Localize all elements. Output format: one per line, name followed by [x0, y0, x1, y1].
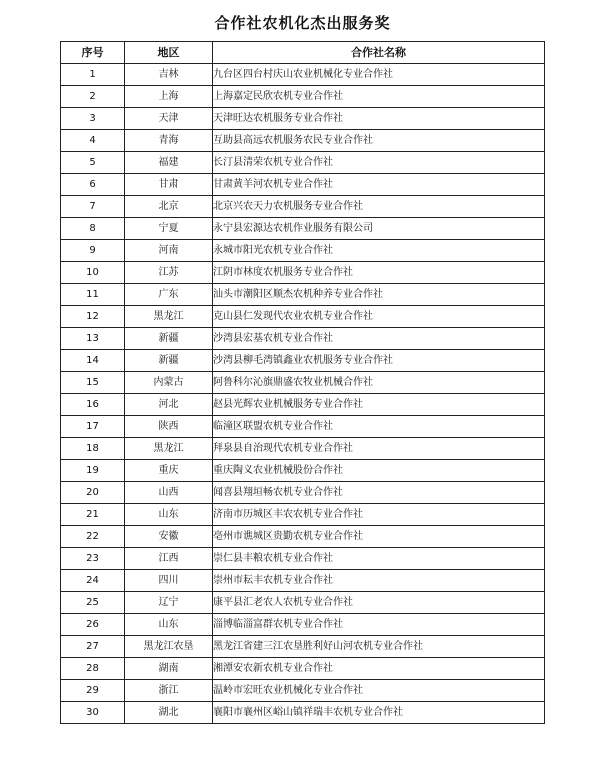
- table-row: [61, 130, 545, 152]
- cell-region: 河南: [125, 240, 213, 262]
- cell-number: 21: [61, 504, 125, 526]
- cell-number: 14: [61, 350, 125, 372]
- cell-region: 黑龙江农垦: [125, 636, 213, 658]
- header-name: 合作社名称: [213, 42, 545, 64]
- cell-number: 11: [61, 284, 125, 306]
- cell-cooperative-name: 甘肃黄羊河农机专业合作社: [213, 174, 545, 196]
- table-row: [61, 438, 545, 460]
- cell-cooperative-name: 拜泉县自治现代农机专业合作社: [213, 438, 545, 460]
- cell-number: 9: [61, 240, 125, 262]
- cell-number: 26: [61, 614, 125, 636]
- cell-cooperative-name: 永宁县宏源达农机作业服务有限公司: [213, 218, 545, 240]
- cell-cooperative-name: 闻喜县翔垣畅农机专业合作社: [213, 482, 545, 504]
- cell-cooperative-name: 九台区四台村庆山农业机械化专业合作社: [213, 64, 545, 86]
- cell-cooperative-name: 湘潭安农新农机专业合作社: [213, 658, 545, 680]
- table-row: [61, 504, 545, 526]
- table-row: [61, 394, 545, 416]
- cell-region: 湖北: [125, 702, 213, 724]
- cell-number: 2: [61, 86, 125, 108]
- cell-number: 29: [61, 680, 125, 702]
- cell-cooperative-name: 崇州市耘丰农机专业合作社: [213, 570, 545, 592]
- table-row: [61, 240, 545, 262]
- cell-region: 安徽: [125, 526, 213, 548]
- cell-region: 新疆: [125, 328, 213, 350]
- table-row: [61, 680, 545, 702]
- cell-region: 黑龙江: [125, 306, 213, 328]
- table-row: [61, 218, 545, 240]
- cell-region: 湖南: [125, 658, 213, 680]
- cell-number: 5: [61, 152, 125, 174]
- cell-region: 天津: [125, 108, 213, 130]
- cell-region: 江西: [125, 548, 213, 570]
- cell-region: 重庆: [125, 460, 213, 482]
- cell-cooperative-name: 江阴市林度农机服务专业合作社: [213, 262, 545, 284]
- cell-region: 吉林: [125, 64, 213, 86]
- header-region: 地区: [125, 42, 213, 64]
- cell-cooperative-name: 黑龙江省建三江农垦胜利好山河农机专业合作社: [213, 636, 545, 658]
- table-body: [61, 64, 545, 724]
- table-row: [61, 328, 545, 350]
- header-number: 序号: [61, 42, 125, 64]
- table-row: [61, 636, 545, 658]
- table-row: [61, 284, 545, 306]
- table-row: [61, 460, 545, 482]
- cell-cooperative-name: 温岭市宏旺农业机械化专业合作社: [213, 680, 545, 702]
- cell-number: 7: [61, 196, 125, 218]
- table-row: [61, 174, 545, 196]
- cell-number: 28: [61, 658, 125, 680]
- cell-number: 19: [61, 460, 125, 482]
- cell-cooperative-name: 济南市历城区丰农农机专业合作社: [213, 504, 545, 526]
- cell-cooperative-name: 上海嘉定民欣农机专业合作社: [213, 86, 545, 108]
- cell-cooperative-name: 赵县光辉农业机械服务专业合作社: [213, 394, 545, 416]
- cell-cooperative-name: 互助县高远农机服务农民专业合作社: [213, 130, 545, 152]
- cell-number: 8: [61, 218, 125, 240]
- cell-region: 上海: [125, 86, 213, 108]
- cell-number: 27: [61, 636, 125, 658]
- cell-cooperative-name: 临潼区联盟农机专业合作社: [213, 416, 545, 438]
- awards-table: [60, 41, 545, 724]
- table-row: [61, 306, 545, 328]
- table-row: [61, 108, 545, 130]
- cell-number: 17: [61, 416, 125, 438]
- table-row: [61, 416, 545, 438]
- cell-region: 宁夏: [125, 218, 213, 240]
- cell-cooperative-name: 襄阳市襄州区峪山镇祥瑞丰农机专业合作社: [213, 702, 545, 724]
- table-row: [61, 482, 545, 504]
- table-row: [61, 196, 545, 218]
- cell-cooperative-name: 阿鲁科尔沁旗鼎盛农牧业机械合作社: [213, 372, 545, 394]
- table-row: [61, 64, 545, 86]
- cell-cooperative-name: 克山县仁发现代农业农机专业合作社: [213, 306, 545, 328]
- cell-number: 30: [61, 702, 125, 724]
- cell-region: 青海: [125, 130, 213, 152]
- cell-cooperative-name: 康平县汇老农人农机专业合作社: [213, 592, 545, 614]
- cell-number: 6: [61, 174, 125, 196]
- cell-number: 22: [61, 526, 125, 548]
- cell-number: 23: [61, 548, 125, 570]
- table-row: [61, 570, 545, 592]
- cell-cooperative-name: 北京兴农天力农机服务专业合作社: [213, 196, 545, 218]
- cell-region: 新疆: [125, 350, 213, 372]
- cell-number: 4: [61, 130, 125, 152]
- table-row: [61, 702, 545, 724]
- cell-cooperative-name: 永城市阳光农机专业合作社: [213, 240, 545, 262]
- table-row: [61, 350, 545, 372]
- cell-region: 四川: [125, 570, 213, 592]
- cell-number: 10: [61, 262, 125, 284]
- cell-cooperative-name: 长汀县清荣农机专业合作社: [213, 152, 545, 174]
- cell-region: 山东: [125, 614, 213, 636]
- cell-cooperative-name: 亳州市谯城区贵勤农机专业合作社: [213, 526, 545, 548]
- table-header-row: [61, 42, 545, 64]
- cell-number: 15: [61, 372, 125, 394]
- cell-region: 陕西: [125, 416, 213, 438]
- cell-region: 山西: [125, 482, 213, 504]
- cell-region: 福建: [125, 152, 213, 174]
- cell-number: 13: [61, 328, 125, 350]
- cell-cooperative-name: 重庆陶义农业机械股份合作社: [213, 460, 545, 482]
- cell-region: 甘肃: [125, 174, 213, 196]
- cell-cooperative-name: 沙湾县柳毛湾镇鑫业农机服务专业合作社: [213, 350, 545, 372]
- cell-region: 北京: [125, 196, 213, 218]
- cell-cooperative-name: 崇仁县丰粮农机专业合作社: [213, 548, 545, 570]
- table-row: [61, 526, 545, 548]
- table-row: [61, 658, 545, 680]
- cell-region: 河北: [125, 394, 213, 416]
- cell-region: 辽宁: [125, 592, 213, 614]
- cell-number: 20: [61, 482, 125, 504]
- cell-number: 18: [61, 438, 125, 460]
- cell-number: 12: [61, 306, 125, 328]
- cell-cooperative-name: 天津旺达农机服务专业合作社: [213, 108, 545, 130]
- cell-region: 山东: [125, 504, 213, 526]
- document-title: 合作社农机化杰出服务奖: [214, 14, 391, 32]
- cell-region: 黑龙江: [125, 438, 213, 460]
- cell-number: 24: [61, 570, 125, 592]
- table-row: [61, 86, 545, 108]
- cell-number: 1: [61, 64, 125, 86]
- cell-region: 广东: [125, 284, 213, 306]
- table-row: [61, 614, 545, 636]
- cell-cooperative-name: 汕头市潮阳区顺杰农机种养专业合作社: [213, 284, 545, 306]
- cell-cooperative-name: 沙湾县宏基农机专业合作社: [213, 328, 545, 350]
- cell-cooperative-name: 淄博临淄富群农机专业合作社: [213, 614, 545, 636]
- cell-number: 16: [61, 394, 125, 416]
- table-row: [61, 372, 545, 394]
- cell-number: 3: [61, 108, 125, 130]
- table-row: [61, 262, 545, 284]
- cell-region: 江苏: [125, 262, 213, 284]
- table-row: [61, 548, 545, 570]
- table-row: [61, 152, 545, 174]
- cell-number: 25: [61, 592, 125, 614]
- cell-region: 浙江: [125, 680, 213, 702]
- table-row: [61, 592, 545, 614]
- cell-region: 内蒙古: [125, 372, 213, 394]
